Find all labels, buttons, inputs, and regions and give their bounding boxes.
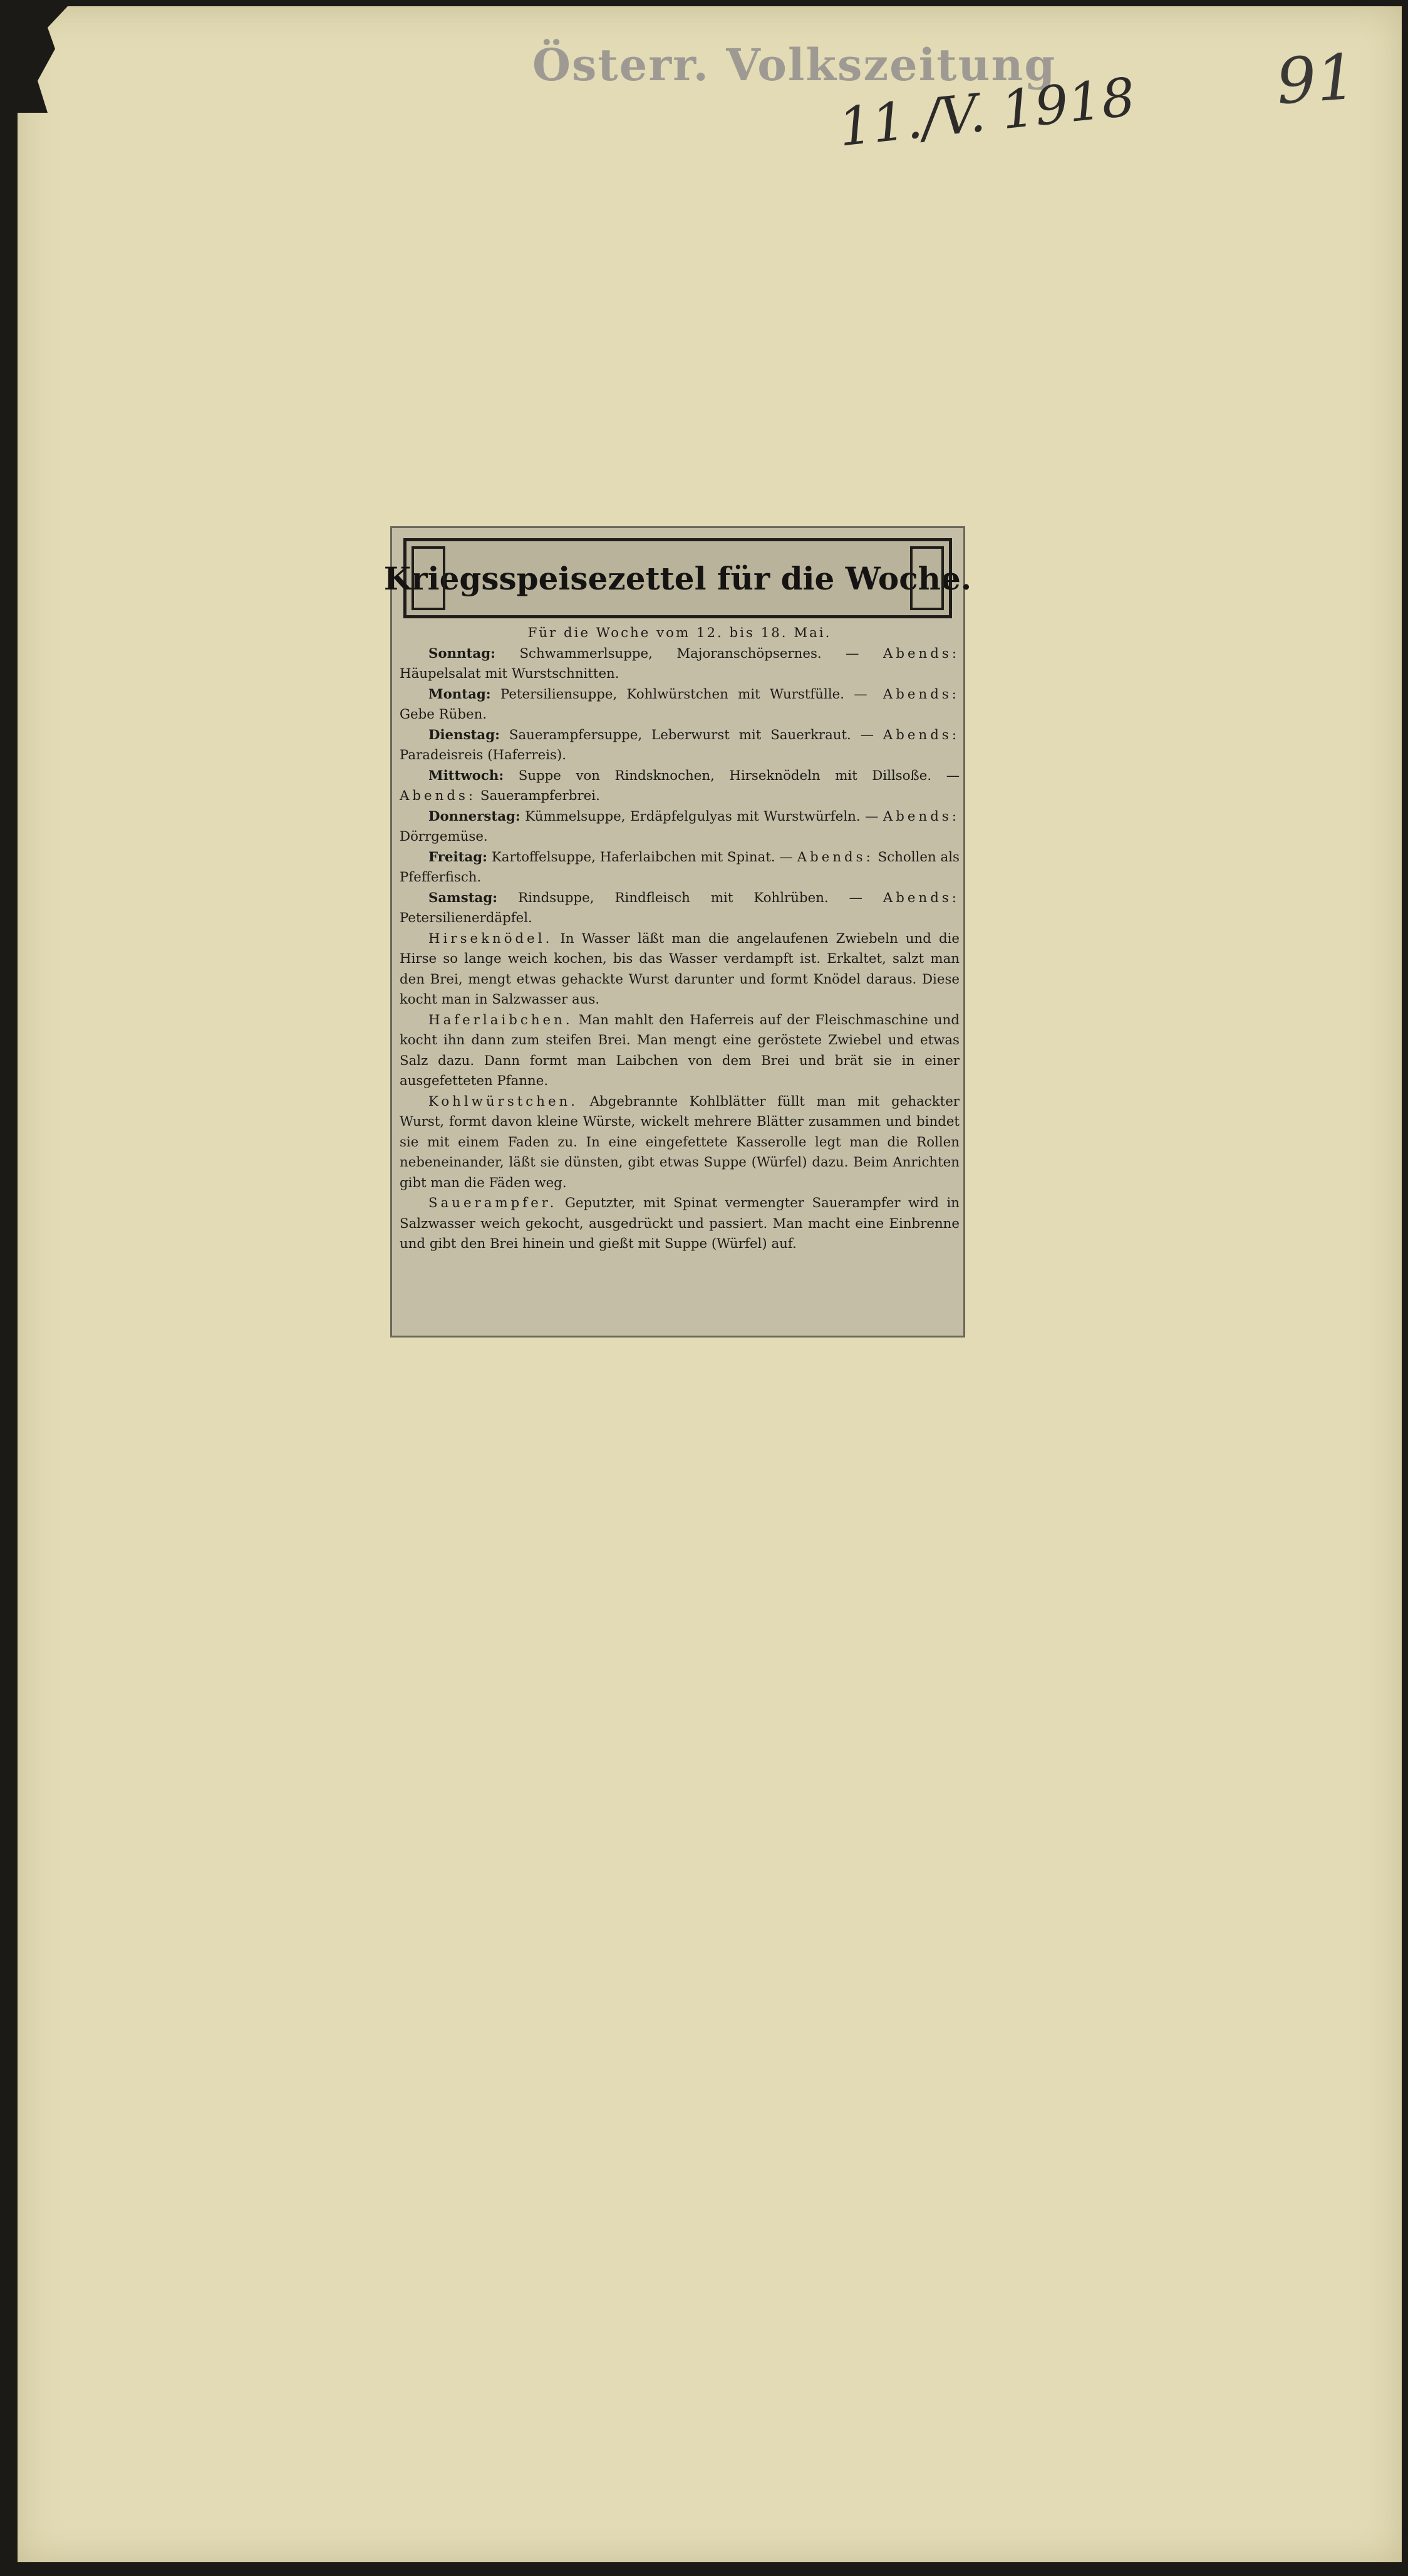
day-entry [400,766,960,807]
day-lunch: Kümmelsuppe, Erdäpfelgulyas mit Wurstwürfeln. — [525,808,879,824]
day-label: Donnerstag: [428,808,520,824]
day-lunch: Kartoffelsuppe, Haferlaibchen mit Spinat. — [491,849,793,865]
headline-frame [383,538,972,618]
day-lunch: Rindsuppe, Rindfleisch mit Kohlrüben. — [518,890,862,906]
day-label: Samstag: [428,890,498,906]
evening-label: Abends: [883,727,960,743]
recipe-title: Kohlwürstchen. [428,1093,579,1109]
recipe [400,1092,960,1194]
day-evening: Häupelsalat mit Wurstschnitten. [400,666,619,682]
evening-label: Abends: [883,808,960,824]
newspaper-stamp: Österr. Volkszeitung [532,39,1057,91]
evening-label: Abends: [883,645,960,662]
recipe-title: Sauerampfer. [428,1195,557,1211]
day-evening: Gebe Rüben. [400,707,487,722]
handwritten-date: 11./V. 1918 [836,66,1138,158]
evening-label: Abends: [797,849,874,865]
day-label: Sonntag: [428,645,495,662]
recipe [400,1010,960,1092]
day-entry [400,807,960,848]
archive-sheet [18,6,1402,2562]
recipe-text: Abgebrannte Kohlblätter füllt man mit gehackter Wurst, formt davon kleine Würste, wickelt mehrere Blätter zusammen und bindet sie mit einem Faden zu. In eine eingefettete Kasserolle legt man die Rollen nebeneinander, läßt sie dünsten, gibt etwas Suppe (Würfel) dazu. Beim Anrichten gibt man die Fäden weg. [400,1093,960,1191]
day-entry [400,725,960,766]
day-evening: Schollen als Pfefferfisch. [400,849,960,885]
day-entry [400,644,960,685]
evening-label: — Abends: [854,686,960,702]
recipe-text: Geputzter, mit Spinat vermengter Sauerampfer wird in Salzwasser weich gekocht, ausgedrückt und passiert. Man macht eine Einbrenne und gibt den Brei hinein und gießt mit Suppe (Würfel) auf. [400,1195,960,1252]
day-entry [400,685,960,725]
clipping-text [400,623,960,1255]
day-label: Dienstag: [428,727,500,743]
day-lunch: Schwammerlsuppe, Majoranschöpsernes. — [519,645,859,662]
handwritten-page-number: 91 [1274,39,1359,119]
recipe-text: In Wasser läßt man die angelaufenen Zwiebeln und die Hirse so lange weich kochen, bis das Wasser verdampft ist. Erkaltet, salzt man den Brei, mengt etwas gehackte Wurst darunter und formt Knödel daraus. Diese kocht man in Salzwasser aus. [400,930,960,1007]
day-evening: Dörrgemüse. [400,829,488,844]
day-lunch: Suppe von Rindsknochen, Hirseknödeln mit Dillsoße. — [518,767,960,784]
evening-label: Abends: [400,788,477,804]
evening-label: Abends: [883,890,960,906]
day-entry [400,848,960,888]
recipe [400,929,960,1010]
headline: Kriegsspeisezettel für die Woche. [383,559,972,597]
day-evening: Paradeisreis (Haferreis). [400,747,567,763]
day-lunch: Sauerampfersuppe, Leberwurst mit Sauerkraut. — [509,727,874,743]
day-label: Mittwoch: [428,767,504,784]
day-entry [400,888,960,929]
recipe-text: Man mahlt den Haferreis auf der Fleischmaschine und kocht ihn dann zum steifen Brei. Man mengt eine geröstete Zwiebel und etwas Salz dazu. Dann formt man Laibchen von dem Brei und brät sie in einer ausgefetteten Pfanne. [400,1012,960,1089]
newspaper-clipping [383,526,972,1337]
recipe-title: Hirseknödel. [428,930,553,947]
recipe [400,1193,960,1255]
day-evening: Petersilienerdäpfel. [400,910,532,926]
week-line: Für die Woche vom 12. bis 18. Mai. [527,625,832,641]
day-evening: Sauerampferbrei. [480,788,600,804]
torn-edge [18,6,68,113]
day-label: Montag: [428,686,491,702]
day-label: Freitag: [428,849,487,865]
day-lunch: Petersiliensuppe, Kohlwürstchen mit Wurstfülle. [500,686,844,702]
recipe-title: Haferlaibchen. [428,1012,573,1028]
